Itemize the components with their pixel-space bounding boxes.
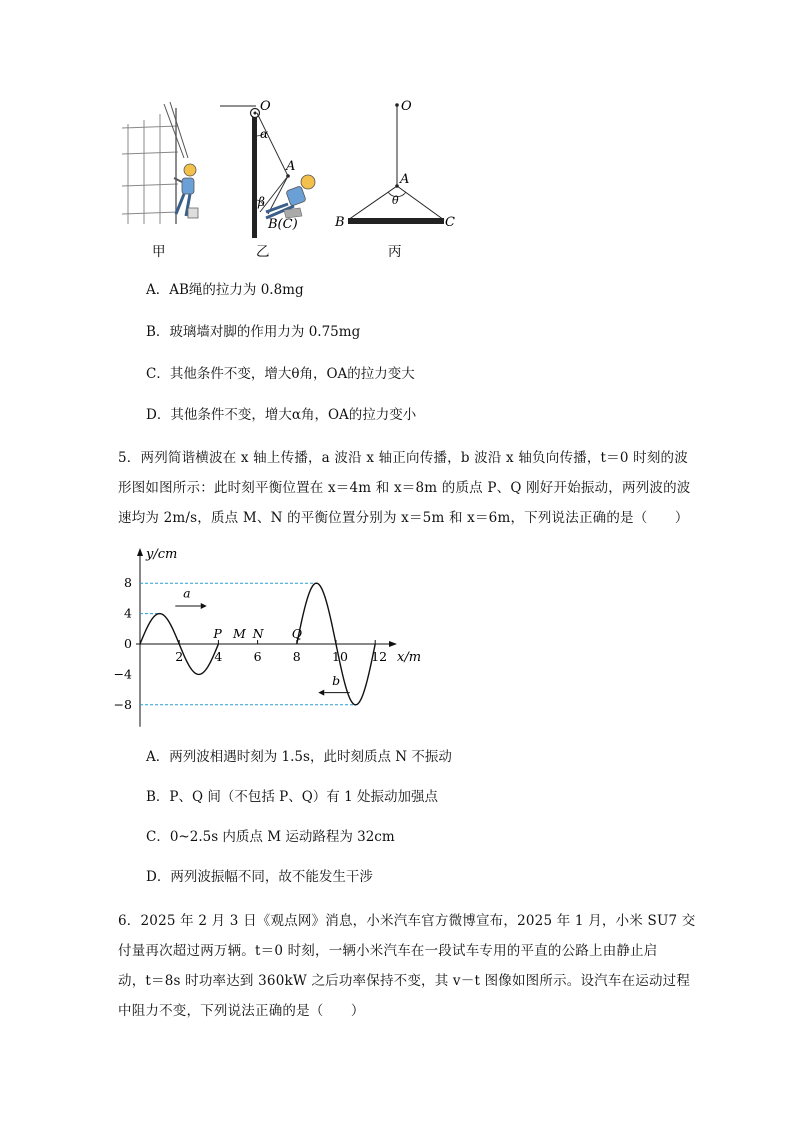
fig4-label-alpha: α [260, 127, 269, 141]
fig4-caption-bing: 丙 [388, 244, 402, 260]
point-label-N: N [252, 626, 264, 641]
x-tick-label: 8 [292, 649, 301, 664]
figure-q4 [118, 96, 478, 266]
fig4-label-C-bing: C [445, 215, 455, 230]
x-axis-label: x/m [397, 650, 422, 665]
q5-option-c: C．0~2.5s 内质点 M 运动路程为 32cm [146, 829, 395, 845]
y-tick-label: −8 [113, 696, 132, 712]
wave-a-label: a [183, 585, 191, 601]
fig4-label-O-yi: O [260, 99, 271, 114]
fig4-label-A-yi: A [286, 159, 296, 174]
y-tick-label: 0 [124, 636, 132, 651]
q5-stem [118, 443, 691, 533]
q5-stem-line: 速均为 2m/s，质点 M、N 的平衡位置分别为 x＝5m 和 x＝6m，下列说法正确的是（ ） [118, 510, 689, 526]
y-axis-label: y/cm [146, 547, 178, 562]
y-tick-label: −4 [113, 666, 132, 682]
q6-stem-line: 中阻力不变，下列说法正确的是（ ） [118, 1003, 365, 1019]
fig4-caption-yi: 乙 [256, 244, 270, 260]
q6-stem-line: 6．2025 年 2 月 3 日《观点网》消息，小米汽车官方微博宣布，2025 年 1 月，小米 SU7 交 [118, 913, 696, 929]
figure-q4-svg [118, 96, 478, 266]
wave-b-label: b [332, 673, 341, 689]
x-axis-arrow [389, 641, 397, 647]
x-tick-label: 4 [214, 649, 223, 664]
wave-a-arrowhead [201, 603, 207, 609]
fig4-label-beta: β [258, 195, 265, 209]
x-tick-label: 10 [332, 649, 348, 664]
figure-jia [122, 102, 198, 224]
fig4-label-A-bing: A [400, 172, 410, 187]
fig4-label-B-bing: B [335, 215, 345, 230]
fig4-caption-jia: 甲 [152, 244, 166, 260]
x-tick-label: 2 [175, 649, 184, 664]
q5-stem-line: 形图如图所示：此时刻平衡位置在 x＝4m 和 x＝8m 的质点 P、Q 刚好开始振动，两列波的波 [118, 480, 691, 496]
fig4-label-BC: B(C) [268, 217, 298, 232]
q5-stem-line: 5．两列简谐横波在 x 轴上传播，a 波沿 x 轴正向传播，b 波沿 x 轴负向传播，t＝0 时刻的波 [118, 450, 688, 466]
point-label-P: P [213, 626, 222, 641]
q6-stem-line: 付量再次超过两万辆。t＝0 时刻，一辆小米汽车在一段试车专用的平直的公路上由静止启 [118, 943, 658, 959]
y-tick-label: 8 [124, 575, 132, 591]
q4-option-b: B．玻璃墙对脚的作用力为 0.75mg [146, 324, 361, 340]
wave-chart [110, 540, 470, 730]
point-label-M: M [233, 626, 246, 641]
fig4-label-O-bing: O [401, 99, 412, 114]
fig4-label-theta: θ [392, 194, 399, 207]
wave-chart-svg [110, 540, 470, 730]
wave-b-arrowhead [318, 690, 324, 696]
x-tick-label: 6 [253, 649, 262, 664]
q6-stem [118, 906, 696, 1026]
q4-option-c: C．其他条件不变，增大θ角，OA的拉力变大 [146, 366, 415, 382]
q6-stem-line: 动，t＝8s 时功率达到 360kW 之后功率保持不变，其 v－t 图像如图所示。设汽车在运动过程 [118, 973, 691, 989]
q4-option-a: A．AB绳的拉力为 0.8mg [146, 282, 304, 298]
q5-option-a: A．两列波相遇时刻为 1.5s，此时刻质点 N 不振动 [146, 749, 452, 765]
y-tick-label: 4 [124, 605, 132, 621]
q4-option-d: D．其他条件不变，增大α角，OA的拉力变小 [146, 407, 417, 423]
q5-option-d: D．两列波振幅不同，故不能发生干涉 [146, 869, 373, 885]
q5-option-b: B．P、Q 间（不包括 P、Q）有 1 处振动加强点 [146, 789, 438, 805]
point-label-Q: Q [291, 626, 303, 641]
y-axis-arrow [137, 548, 143, 556]
x-tick-label: 12 [371, 649, 388, 664]
